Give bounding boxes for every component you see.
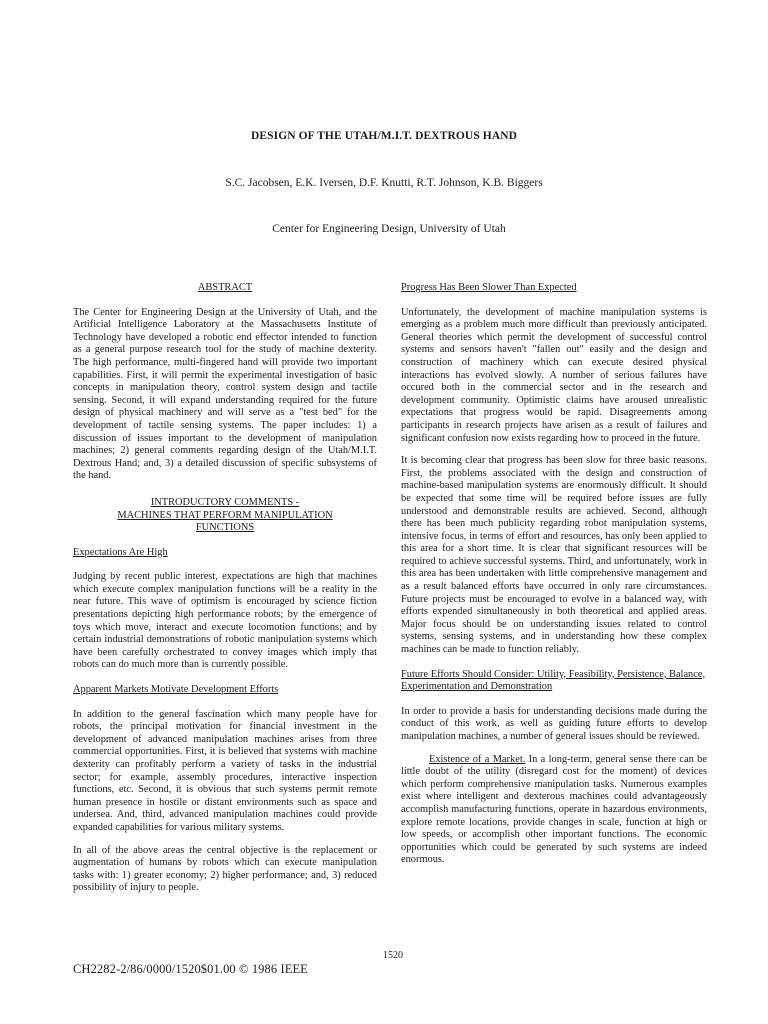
market-paragraph: [401, 754, 707, 867]
markets-paragraph: In all of the above areas the central objective is the replacement or augmentation of humans by robots which can execute manipulation tasks with: 1) greater economy; 2) higher performance; and, 3) reduced possibility of injury to people.: [73, 844, 377, 894]
intro-heading-line: FUNCTIONS: [195, 522, 255, 534]
progress-paragraph: Unfortunately, the development of machine manipulation systems is emerging as a problem much more difficult than previously anticipated. General theories which permit the development of successful control systems and sensors haven't "fallen out" easily and the design and construction of machinery which can execute desired physical interactions has evolved slowly. A number of serious failures have occured both in the commercial sector and in the research and development community. Optimistic claims have aroused unrealistic expectations that progress would be rapid. Disagreements among participants in research projects have arisen as a result of failures and significant confusion now exists regarding how to proceed in the future.: [401, 306, 707, 444]
affiliation: Center for Engineering Design, University of Utah: [272, 223, 506, 235]
abstract-heading: ABSTRACT: [197, 282, 253, 293]
expectations-paragraph: Judging by recent public interest, expectations are high that machines which execute complex manipulation functions will be a reality in the near future. This wave of optimism is encouraged by science fiction presentations depicting high performance robots; by the emergence of toys which move, interact and execute locomotion functions; and by certain industrial demonstrations of robotic manipulation systems which have been carefully orchestrated to convey images which imply that robots can do much more than is currently possible.: [73, 571, 377, 671]
expectations-heading: Expectations Are High: [73, 546, 168, 558]
paper-title: DESIGN OF THE UTAH/M.I.T. DEXTROUS HAND: [250, 130, 518, 142]
right-column: [401, 282, 707, 867]
future-efforts-paragraph: In order to provide a basis for understanding decisions made during the conduct of this work, as well as guiding future efforts to develop manipulation machines, a number of general issues should be reviewed.: [401, 705, 707, 742]
markets-heading: Apparent Markets Motivate Development Efforts: [73, 684, 279, 696]
left-column: [73, 282, 377, 895]
progress-paragraph: It is becoming clear that progress has been slow for three basic reasons. First, the problems associated with the design and construction of machine-based manipulation systems are enormously difficult. It should be expected that some time will be required before issues are fully understood and demonstrable results are achieved. Second, although there has been much publicity regarding robot manipulation systems, intensive focus, in terms of effort and resources, has only been applied to this area for a short time. It is clear that significant resources will be required to achieve successful systems. Third, and unfortunately, work in this area has been undertaken with little comprehensive management and as a result balanced efforts have occurred in only rare circumstances. Future projects must be encouraged to evolve in a balanced way, with efforts expended simultaneously in both theoretical and applied areas. Major focus should be on understanding issues related to control systems, sensing systems, and in understanding how these complex machines can be made to function reliably.: [401, 455, 707, 656]
future-efforts-heading: Future Efforts Should Consider: Utility, Feasibility, Persistence, Balance, Experimentation and Demonstration: [401, 668, 706, 693]
copyright-footer: CH2282-2/86/0000/1520$01.00 © 1986 IEEE: [73, 962, 308, 976]
abstract-text: The Center for Engineering Design at the University of Utah, and the Artificial Intelligence Laboratory at the Massachusetts Institute of Technology have developed a robotic end effector intended to function as a general purpose research tool for the study of machine dexterity. The high performance, multi-fingered hand will provide two important capabilities. First, it will permit the experimental investigation of basic concepts in manipulation theory, control system design and tactile sensing. Second, it will expand understanding required for the future design of physical machinery and will serve as a "test bed" for the development of tactile sensing systems. The paper includes: 1) a discussion of issues important to the development of manipulation machines; 2) general comments regarding design of the Utah/M.I.T. Dextrous Hand; and, 3) a detailed discussion of specific subsystems of the hand.: [73, 306, 377, 482]
markets-paragraph: In addition to the general fascination which many people have for robots, the principal motivation for financial investment in the development of advanced manipulation machines arises from three commercial opportunities. First, it is believed that systems with machine dexterity can profitably perform a variety of tasks in the industrial sector; for example, assembly procedures, interactive inspection functions, etc. Second, it is obvious that such systems permit remote human presence in hostile or distant environments such as space and undersea. And, third, advanced manipulation machines could provide expanded capabilities for various military systems.: [73, 708, 377, 833]
intro-heading-line: MACHINES THAT PERFORM MANIPULATION: [117, 509, 333, 521]
author-list: S.C. Jacobsen, E.K. Iversen, D.F. Knutti, R.T. Johnson, K.B. Biggers: [225, 177, 543, 189]
intro-heading-line: INTRODUCTORY COMMENTS -: [150, 496, 300, 508]
market-label: Existence of a Market.: [429, 753, 526, 765]
intro-heading: [73, 497, 377, 535]
progress-heading: Progress Has Been Slower Than Expected: [401, 282, 577, 293]
page-number: 1520: [383, 950, 403, 961]
market-text: In a long-term, general sense there can be little doubt of the utility (disregard cost for the moment) of devices which perform comprehensive manipulation tasks. Numerous examples exist where intelligent and dexterous machines could advantageously accomplish manufacturing functions, operate in hazardous environments, explore remote locations, provide changes in scale, function at high or low speeds, or accomplish other important functions. The economic opportunities which could be generated by such systems are indeed enormous.: [401, 753, 707, 866]
